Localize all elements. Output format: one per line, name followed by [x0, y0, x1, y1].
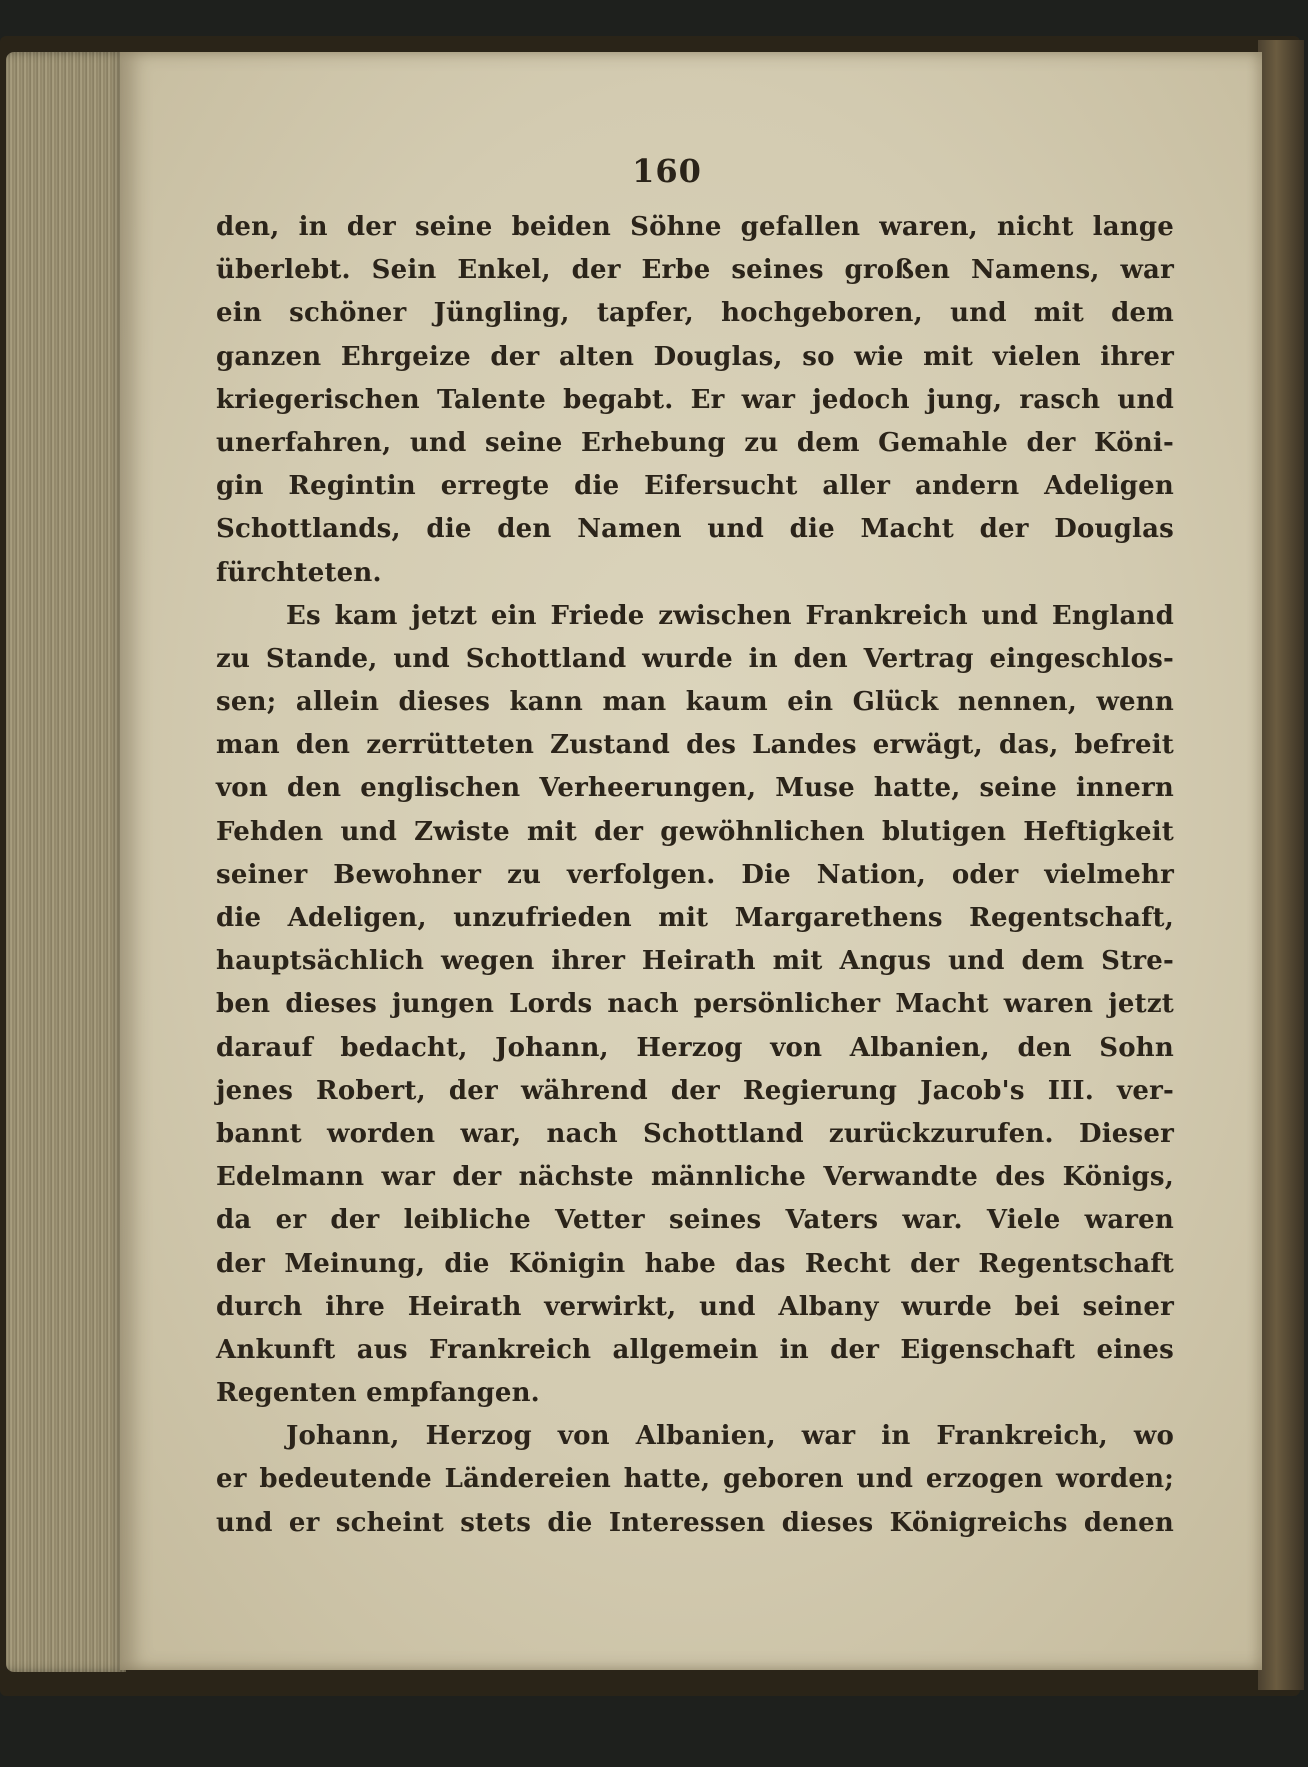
text-line: die Adeligen, unzufrieden mit Margarethens Regentschaft, [216, 903, 1174, 933]
text-line: und er scheint stets die Interessen dieses Königreichs denen [216, 1507, 1174, 1538]
text-line: der Meinung, die Königin habe das Recht der Regentschaft [216, 1248, 1174, 1279]
text-line: fürchteten. [216, 557, 382, 588]
text-line: Schottlands, die den Namen und die Macht der Douglas [216, 514, 1174, 545]
text-line: Johann, Herzog von Albanien, war in Frankreich, wo [286, 1421, 1174, 1452]
book-page [120, 52, 1262, 1670]
text-line: Es kam jetzt ein Friede zwischen Frankreich und England [286, 600, 1174, 631]
text-line: unerfahren, und seine Erhebung zu dem Gemahle der Köni- [216, 427, 1174, 458]
text-line: man den zerrütteten Zustand des Landes erwägt, das, befreit [216, 730, 1174, 761]
text-line: zu Stande, und Schottland wurde in den Vertrag eingeschlos- [216, 643, 1174, 674]
text-line: ganzen Ehrgeize der alten Douglas, so wie mit vielen ihrer [216, 341, 1174, 372]
text-line: sen; allein dieses kann man kaum ein Glück nennen, wenn [216, 687, 1174, 718]
text-line: hauptsächlich wegen ihrer Heirath mit Angus und dem Stre- [216, 946, 1174, 977]
text-line: da er der leibliche Vetter seines Vaters war. Viele waren [216, 1205, 1174, 1236]
text-line: jenes Robert, der während der Regierung Jacob's III. ver- [216, 1075, 1174, 1106]
text-line: Fehden und Zwiste mit der gewöhnlichen blutigen Heftigkeit [216, 816, 1174, 847]
text-line: ein schöner Jüngling, tapfer, hochgeboren, und mit dem [216, 298, 1174, 329]
text-line: Regenten empfangen. [216, 1378, 540, 1409]
page-edges [6, 52, 126, 1672]
text-line: den, in der seine beiden Söhne gefallen waren, nicht lange [216, 212, 1174, 242]
text-line: ben dieses jungen Lords nach persönlicher Macht waren jetzt [216, 989, 1174, 1020]
text-line: gin Regintin erregte die Eifersucht aller andern Adeligen [216, 471, 1174, 502]
text-line: von den englischen Verheerungen, Muse hatte, seine innern [216, 773, 1174, 804]
text-line: überlebt. Sein Enkel, der Erbe seines großen Namens, war [216, 255, 1174, 286]
text-line: darauf bedacht, Johann, Herzog von Albanien, den Sohn [216, 1032, 1174, 1063]
text-line: Edelmann war der nächste männliche Verwandte des Königs, [216, 1162, 1174, 1193]
body-text [216, 206, 1174, 1545]
text-line: kriegerischen Talente begabt. Er war jedoch jung, rasch und [216, 384, 1174, 415]
text-line: bannt worden war, nach Schottland zurückzurufen. Dieser [216, 1118, 1174, 1149]
text-line: er bedeutende Ländereien hatte, geboren und erzogen worden; [216, 1464, 1174, 1495]
text-line: durch ihre Heirath verwirkt, und Albany wurde bei seiner [216, 1291, 1174, 1322]
right-board-edge [1258, 40, 1304, 1690]
page-number: 160 [632, 152, 702, 190]
text-line: seiner Bewohner zu verfolgen. Die Nation, oder vielmehr [216, 859, 1174, 890]
text-line: Ankunft aus Frankreich allgemein in der Eigenschaft eines [216, 1334, 1174, 1365]
